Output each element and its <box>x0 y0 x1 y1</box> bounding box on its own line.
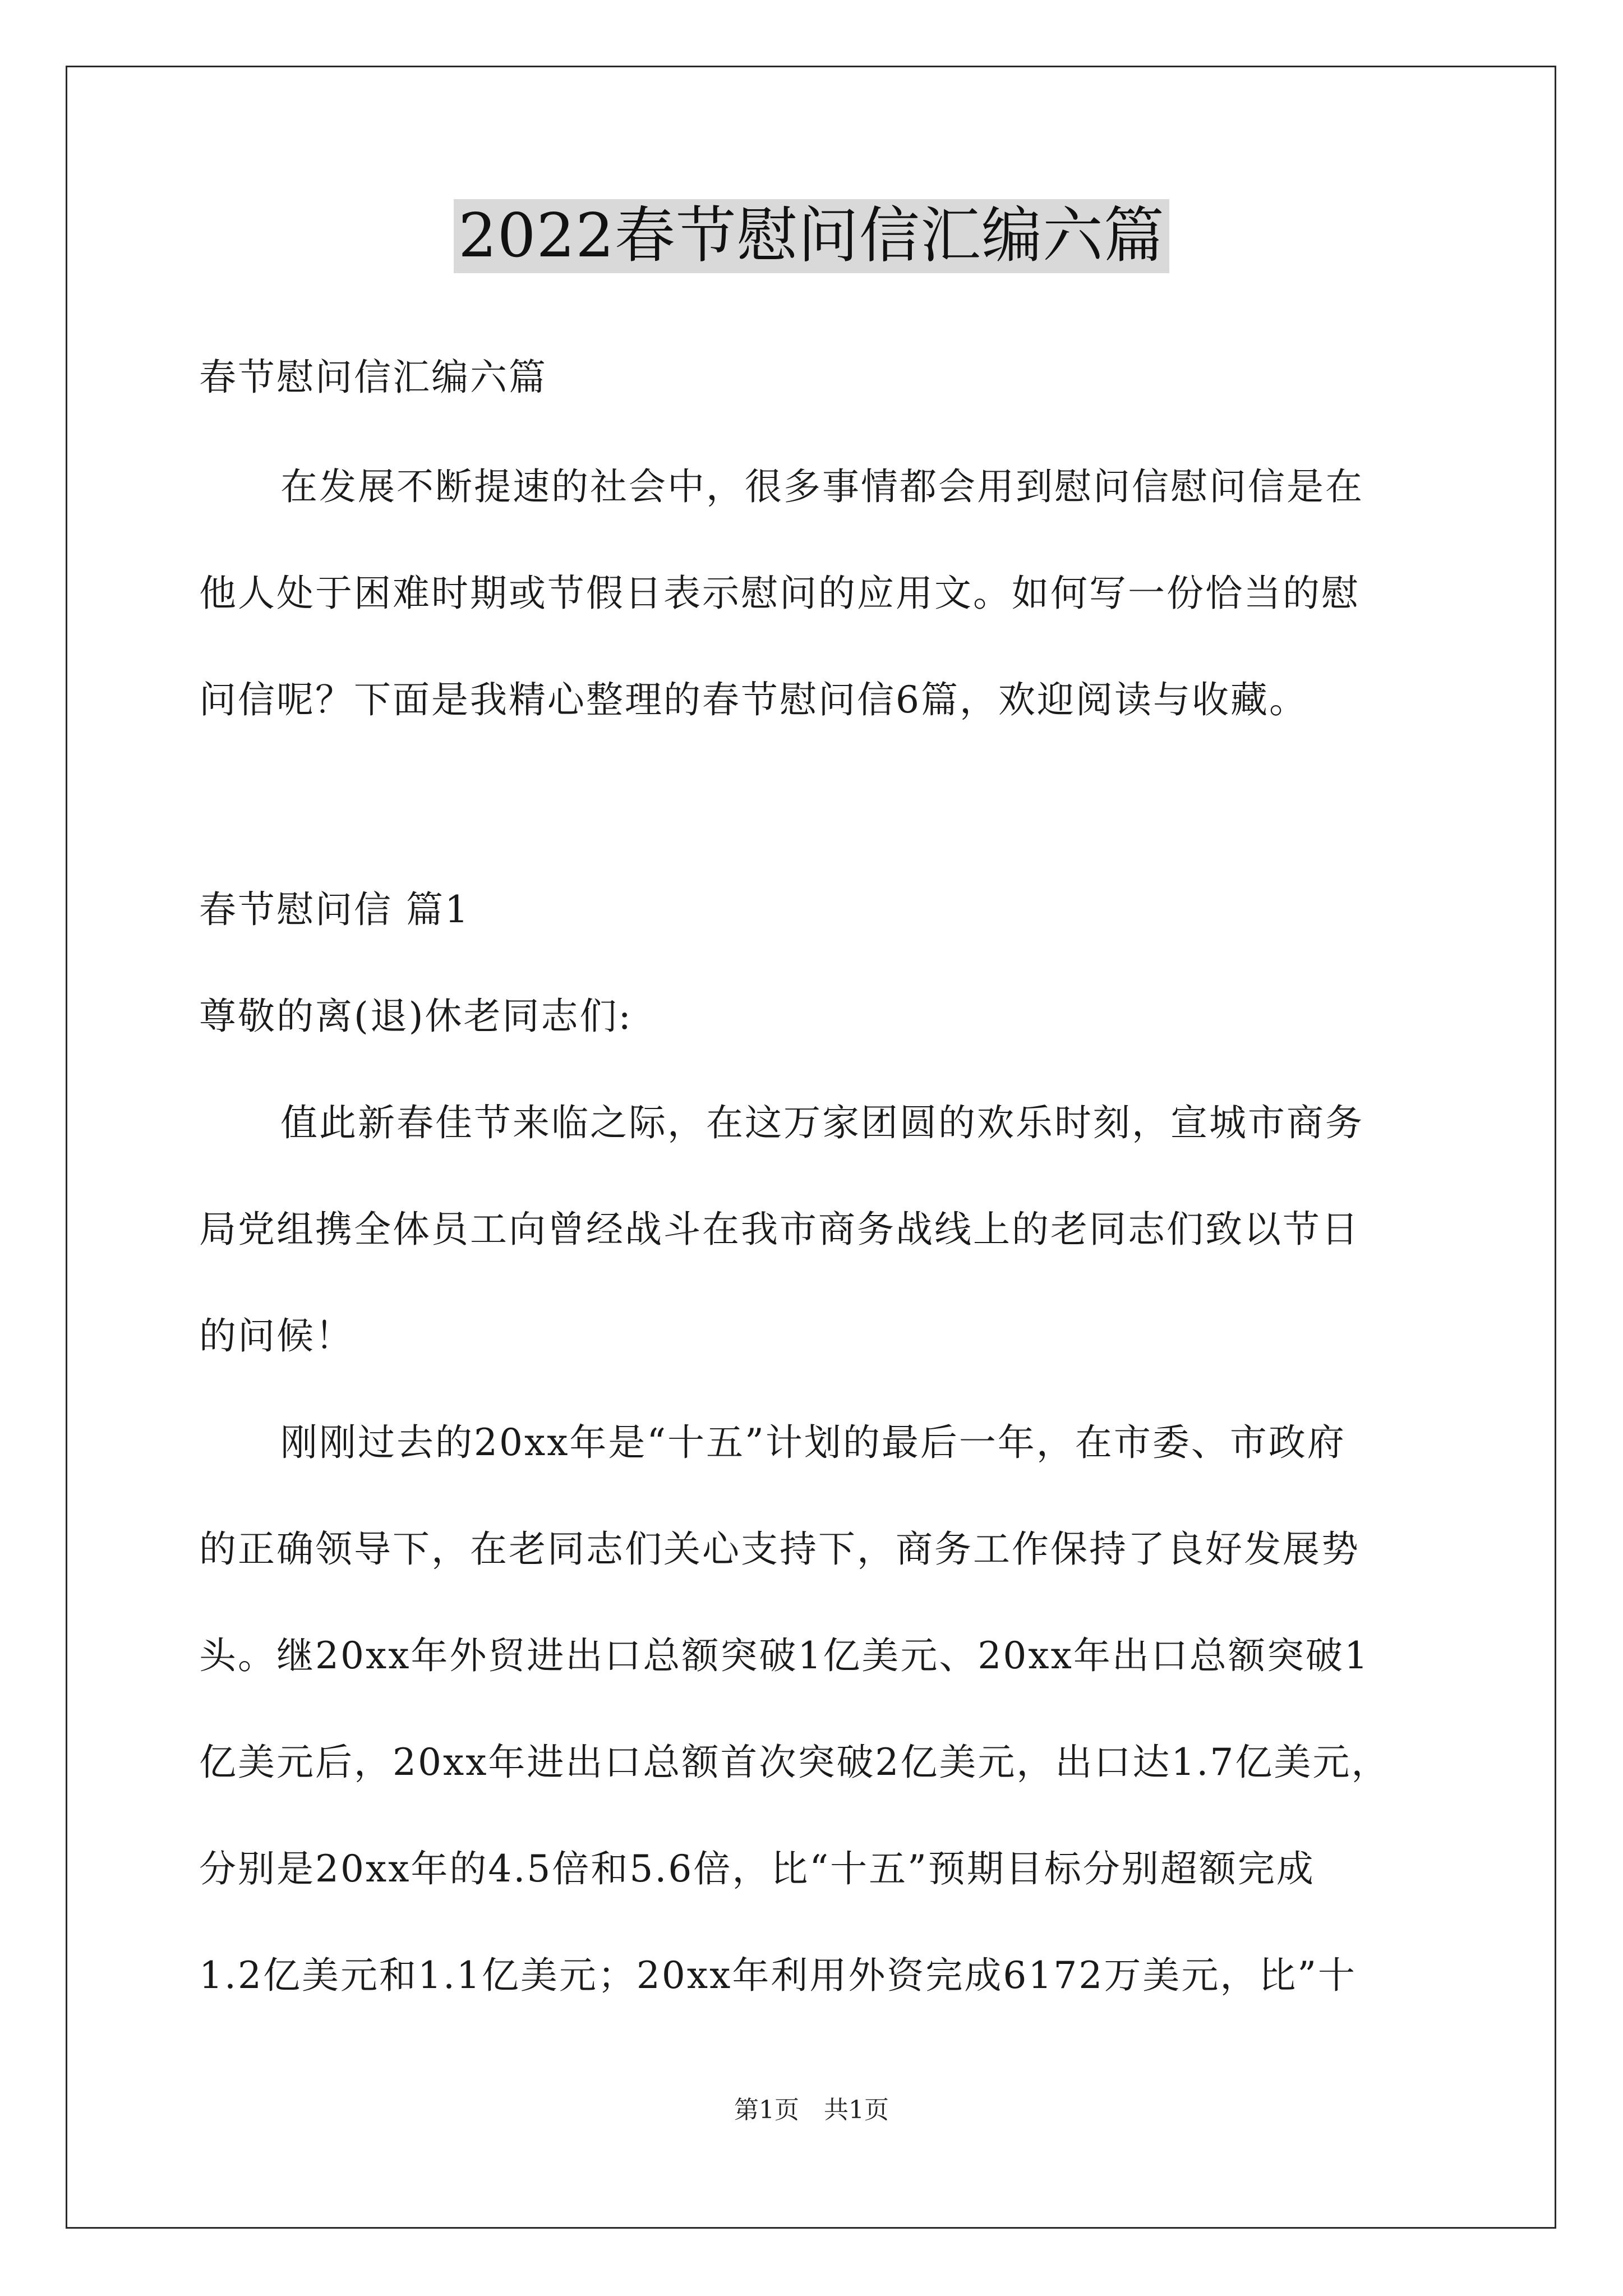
salutation: 尊敬的离(退)休老同志们: <box>199 995 633 1038</box>
section-heading: 春节慰问信 篇1 <box>199 888 470 931</box>
page-footer: 第1页 共1页 <box>734 2096 889 2124</box>
paragraph-line: 的问候！ <box>199 1314 354 1358</box>
document-subtitle: 春节慰问信汇编六篇 <box>199 356 547 399</box>
paragraph-line: 的正确领导下，在老同志们关心支持下，商务工作保持了良好发展势 <box>199 1527 1360 1571</box>
paragraph-line: 局党组携全体员工向曾经战斗在我市商务战线上的老同志们致以节日 <box>199 1208 1360 1251</box>
paragraph-line: 值此新春佳节来临之际，在这万家团圆的欢乐时刻，宣城市商务 <box>280 1101 1364 1144</box>
title-container <box>0 199 1623 273</box>
paragraph-line: 1.2亿美元和1.1亿美元；20xx年利用外资完成6172万美元，比”十 <box>199 1954 1357 1997</box>
intro-line: 在发展不断提速的社会中，很多事情都会用到慰问信慰问信是在 <box>280 465 1364 508</box>
paragraph-line: 亿美元后，20xx年进出口总额首次突破2亿美元，出口达1.7亿美元， <box>199 1741 1390 1784</box>
paragraph-line: 分别是20xx年的4.5倍和5.6倍，比“十五”预期目标分别超额完成 <box>199 1847 1315 1890</box>
paragraph-line: 刚刚过去的20xx年是“十五”计划的最后一年，在市委、市政府 <box>280 1421 1346 1464</box>
intro-line: 问信呢？下面是我精心整理的春节慰问信6篇，欢迎阅读与收藏。 <box>199 678 1308 721</box>
intro-line: 他人处于困难时期或节假日表示慰问的应用文。如何写一份恰当的慰 <box>199 572 1360 615</box>
document-title: 2022春节慰问信汇编六篇 <box>454 199 1169 273</box>
paragraph-line: 头。继20xx年外贸进出口总额突破1亿美元、20xx年出口总额突破1 <box>199 1634 1370 1677</box>
